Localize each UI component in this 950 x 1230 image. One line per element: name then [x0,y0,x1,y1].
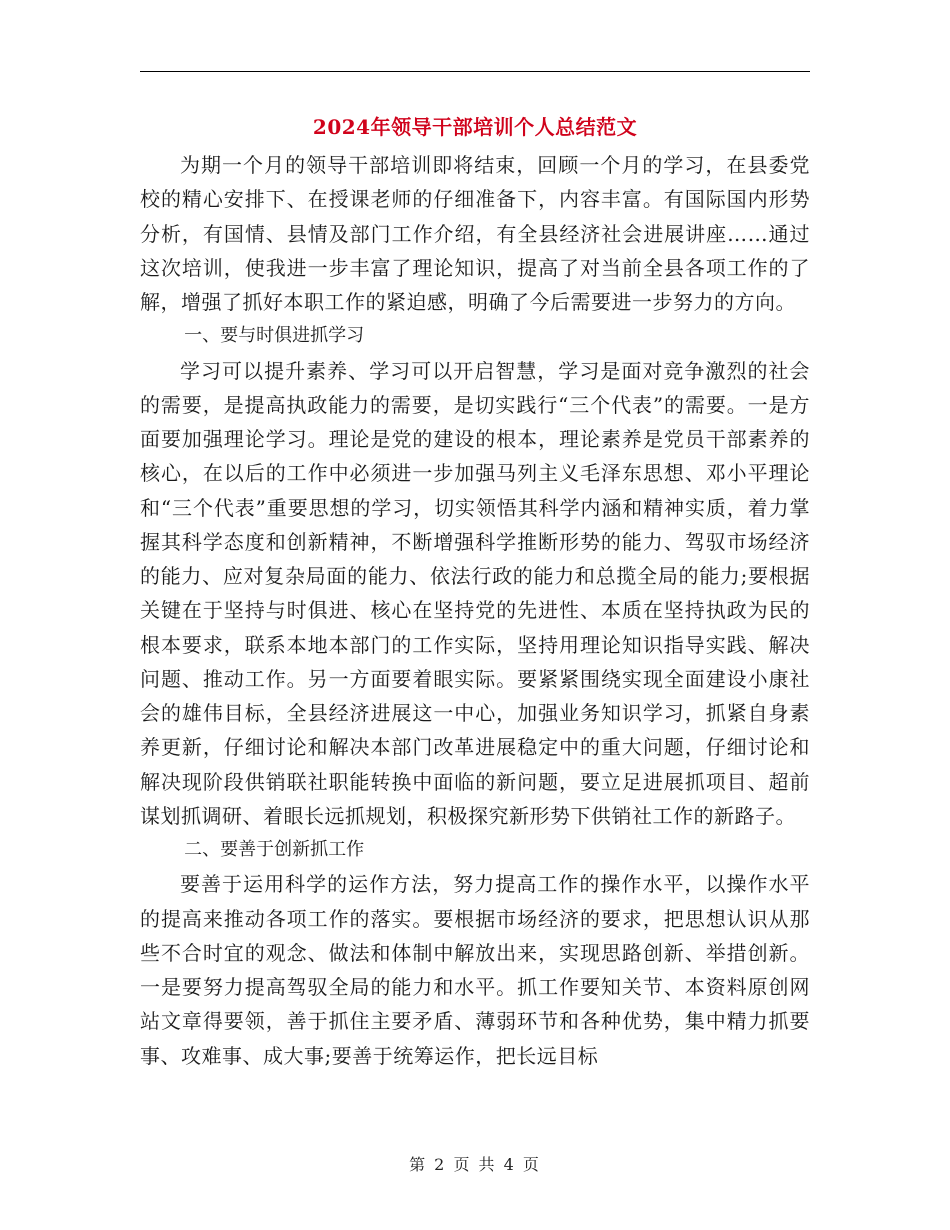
document-body [140,148,810,1073]
section-heading-1: 一、要与时俱进抓学习 [184,325,365,347]
intro-paragraph: 为期一个月的领导干部培训即将结束，回顾一个月的学习，在县委党校的精心安排下、在授课老师的仔细准备下，内容丰富。有国际国内形势分析，有国情、县情及部门工作介绍，有全县经济社会进展讲座……通过这次培训，使我进一步丰富了理论知识，提高了对当前全县各项工作的了解，增强了抓好本职工作的紧迫感，明确了今后需要进一步努力的方向。 [140,153,810,314]
document-title: 2024年领导干部培训个人总结范文 [312,115,638,139]
section-heading-2: 二、要善于创新抓工作 [184,839,365,860]
page-number: 第 2 页 共 4 页 [409,1155,541,1174]
header-rule [140,71,810,72]
section-paragraph-2: 要善于运用科学的运作方法，努力提高工作的操作水平，以操作水平的提高来推动各项工作的落实。要根据市场经济的要求，把思想认识从那些不合时宜的观念、做法和体制中解放出来，实现思路创新、举措创新。一是要努力提高驾驭全局的能力和水平。抓工作要知关节、本资料原创网站文章得要领，善于抓住主要矛盾、薄弱环节和各种优势，集中精力抓要事、攻难事、成大事;要善于统筹运作，把长远目标 [140,872,810,1068]
section-paragraph-1: 学习可以提升素养、学习可以开启智慧，学习是面对竞争激烈的社会的需要，是提高执政能力的需要，是切实践行“三个代表”的需要。一是方面要加强理论学习。理论是党的建设的根本，理论素养是党员干部素养的核心，在以后的工作中必须进一步加强马列主义毛泽东思想、邓小平理论和“三个代表”重要思想的学习，切实领悟其科学内涵和精神实质，着力掌握其科学态度和创新精神，不断增强科学推断形势的能力、驾驭市场经济的能力、应对复杂局面的能力、依法行政的能力和总揽全局的能力;要根据关键在于坚持与时俱进、核心在坚持党的先进性、本质在坚持执政为民的根本要求，联系本地本部门的工作实际，坚持用理论知识指导实践、解决问题、推动工作。另一方面要着眼实际。要紧紧围绕实现全面建设小康社会的雄伟目标，全县经济进展这一中心，加强业务知识学习，抓紧自身素养更新，仔细讨论和解决本部门改革进展稳定中的重大问题，仔细讨论和解决现阶段供销联社职能转换中面临的新问题，要立足进展抓项目、超前谋划抓调研、着眼长远抓规划，积极探究新形势下供销社工作的新路子。 [140,358,810,828]
